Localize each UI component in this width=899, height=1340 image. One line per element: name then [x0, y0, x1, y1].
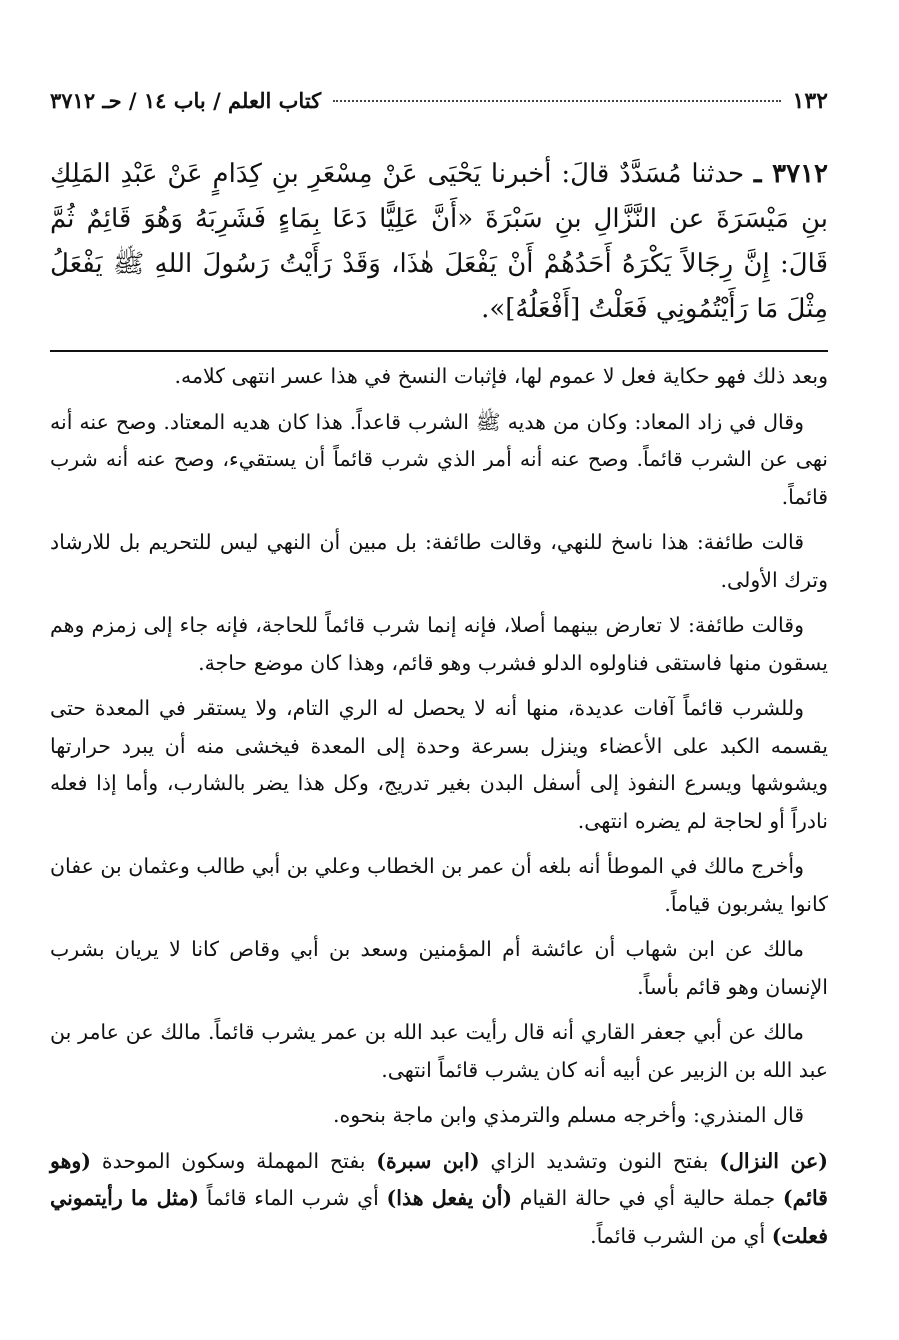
footnote-separator-rule	[50, 350, 828, 352]
commentary-paragraph-9: قال المنذري: وأخرجه مسلم والترمذي وابن ماجة بنحوه.	[333, 1103, 804, 1127]
commentary-paragraph-4: وقالت طائفة: لا تعارض بينهما أصلا، فإنه إنما شرب قائماً للحاجة، فإنه جاء إلى زمزم وهم يسقون منها فاستقى فناولوه الدلو فشرب وهو قائم، وهذا كان موضع حاجة.	[50, 613, 828, 675]
commentary-paragraph-8: مالك عن أبي جعفر القاري أنه قال رأيت عبد الله بن عمر يشرب قائماً. مالك عن عامر بن عبد الله بن الزبير عن أبيه أنه كان يشرب قائماً انتهى.	[50, 1020, 828, 1082]
header-dotted-leader	[333, 100, 780, 102]
gloss-term-ibn-sabra: (ابن سبرة)	[376, 1148, 480, 1173]
gloss-text: بفتح المهملة وسكون الموحدة	[91, 1148, 377, 1173]
commentary-paragraph-1: وبعد ذلك فهو حكاية فعل لا عموم لها، فإثبات النسخ في هذا عسر انتهى كلامه.	[174, 364, 828, 388]
book-page	[50, 88, 828, 1263]
gloss-text: أي من الشرب قائماً.	[590, 1223, 772, 1248]
commentary-paragraph-2: وقال في زاد المعاد: وكان من هديه ﷺ الشرب قاعداً. هذا كان هديه المعتاد. وصح عنه أنه نهى عن الشرب قائماً. وصح عنه أنه أمر الذي شرب قائماً أن يستقيء، وصح عنه أنه شرب قائماً.	[50, 409, 828, 509]
hadith-text: حدثنا مُسَدَّدٌ قالَ: أخبرنا يَحْيَى عَنْ مِسْعَرِ بنِ كِدَامٍ عَنْ عَبْدِ المَلِكِ بنِ مَيْسَرَةَ عن النَّزَّالِ بنِ سَبْرَةَ «أَنَّ عَلِيًّا دَعَا بِمَاءٍ فَشَرِبَهُ وَهُوَ قَائِمٌ ثُمَّ قَالَ: إِنَّ رِجَالاً يَكْرَهُ أَحَدُهُمْ أَنْ يَفْعَلَ هٰذَا، وَقَدْ رَأَيْتُ رَسُولَ اللهِ ﷺ يَفْعَلُ مِثْلَ مَا رَأَيْتُمُونِي فَعَلْتُ [أَفْعَلُهُ]».	[50, 159, 828, 324]
commentary-block	[50, 358, 828, 1255]
running-title: كتاب العلم / باب ١٤ / حـ ٣٧١٢	[50, 88, 322, 113]
commentary-paragraph-7: مالك عن ابن شهاب أن عائشة أم المؤمنين وسعد بن أبي وقاص كانا لا يريان بشرب الإنسان وهو قائم بأساً.	[50, 937, 828, 999]
gloss-term-an-yafal-hadha: (أن يفعل هذا)	[386, 1186, 513, 1210]
gloss-text: بفتح النون وتشديد الزاي	[479, 1148, 720, 1173]
hadith-text-block	[50, 152, 828, 332]
gloss-text: أي شرب الماء قائماً	[198, 1186, 387, 1210]
page-header	[50, 88, 828, 120]
commentary-paragraph-3: قالت طائفة: هذا ناسخ للنهي، وقالت طائفة: بل مبين أن النهي ليس للتحريم بل للارشاد وترك الأولى.	[50, 530, 828, 592]
commentary-paragraph-5: وللشرب قائماً آفات عديدة، منها أنه لا يحصل له الري التام، ولا يستقر في المعدة حتى يقسمه الكبد على الأعضاء وينزل بسرعة وحدة إلى المعدة فيخشى منه أن يبرد حرارتها ويشوشها ويسرع النفوذ إلى أسفل البدن بغير تدريج، وكل هذا يضر بالشارب، وأما إذا فعله نادراً أو لحاجة لم يضره انتهى.	[50, 696, 828, 833]
commentary-paragraph-6: وأخرج مالك في الموطأ أنه بلغه أن عمر بن الخطاب وعلي بن أبي طالب وعثمان بن عفان كانوا يشربون قياماً.	[50, 854, 828, 916]
gloss-term-al-nazzal: (عن النزال)	[719, 1148, 828, 1173]
gloss-text: جملة حالية أي في حالة القيام	[512, 1186, 783, 1210]
page-number: ١٣٢	[792, 88, 828, 114]
gloss-term-mithl-ma: (مثل ما رأيتموني فعلت)	[50, 1186, 828, 1248]
commentary-paragraph-10	[50, 1143, 828, 1256]
gloss-term-wa-huwa-qaim: (وهو قائم)	[50, 1148, 828, 1210]
hadith-number: ٣٧١٢ ـ	[753, 159, 829, 189]
